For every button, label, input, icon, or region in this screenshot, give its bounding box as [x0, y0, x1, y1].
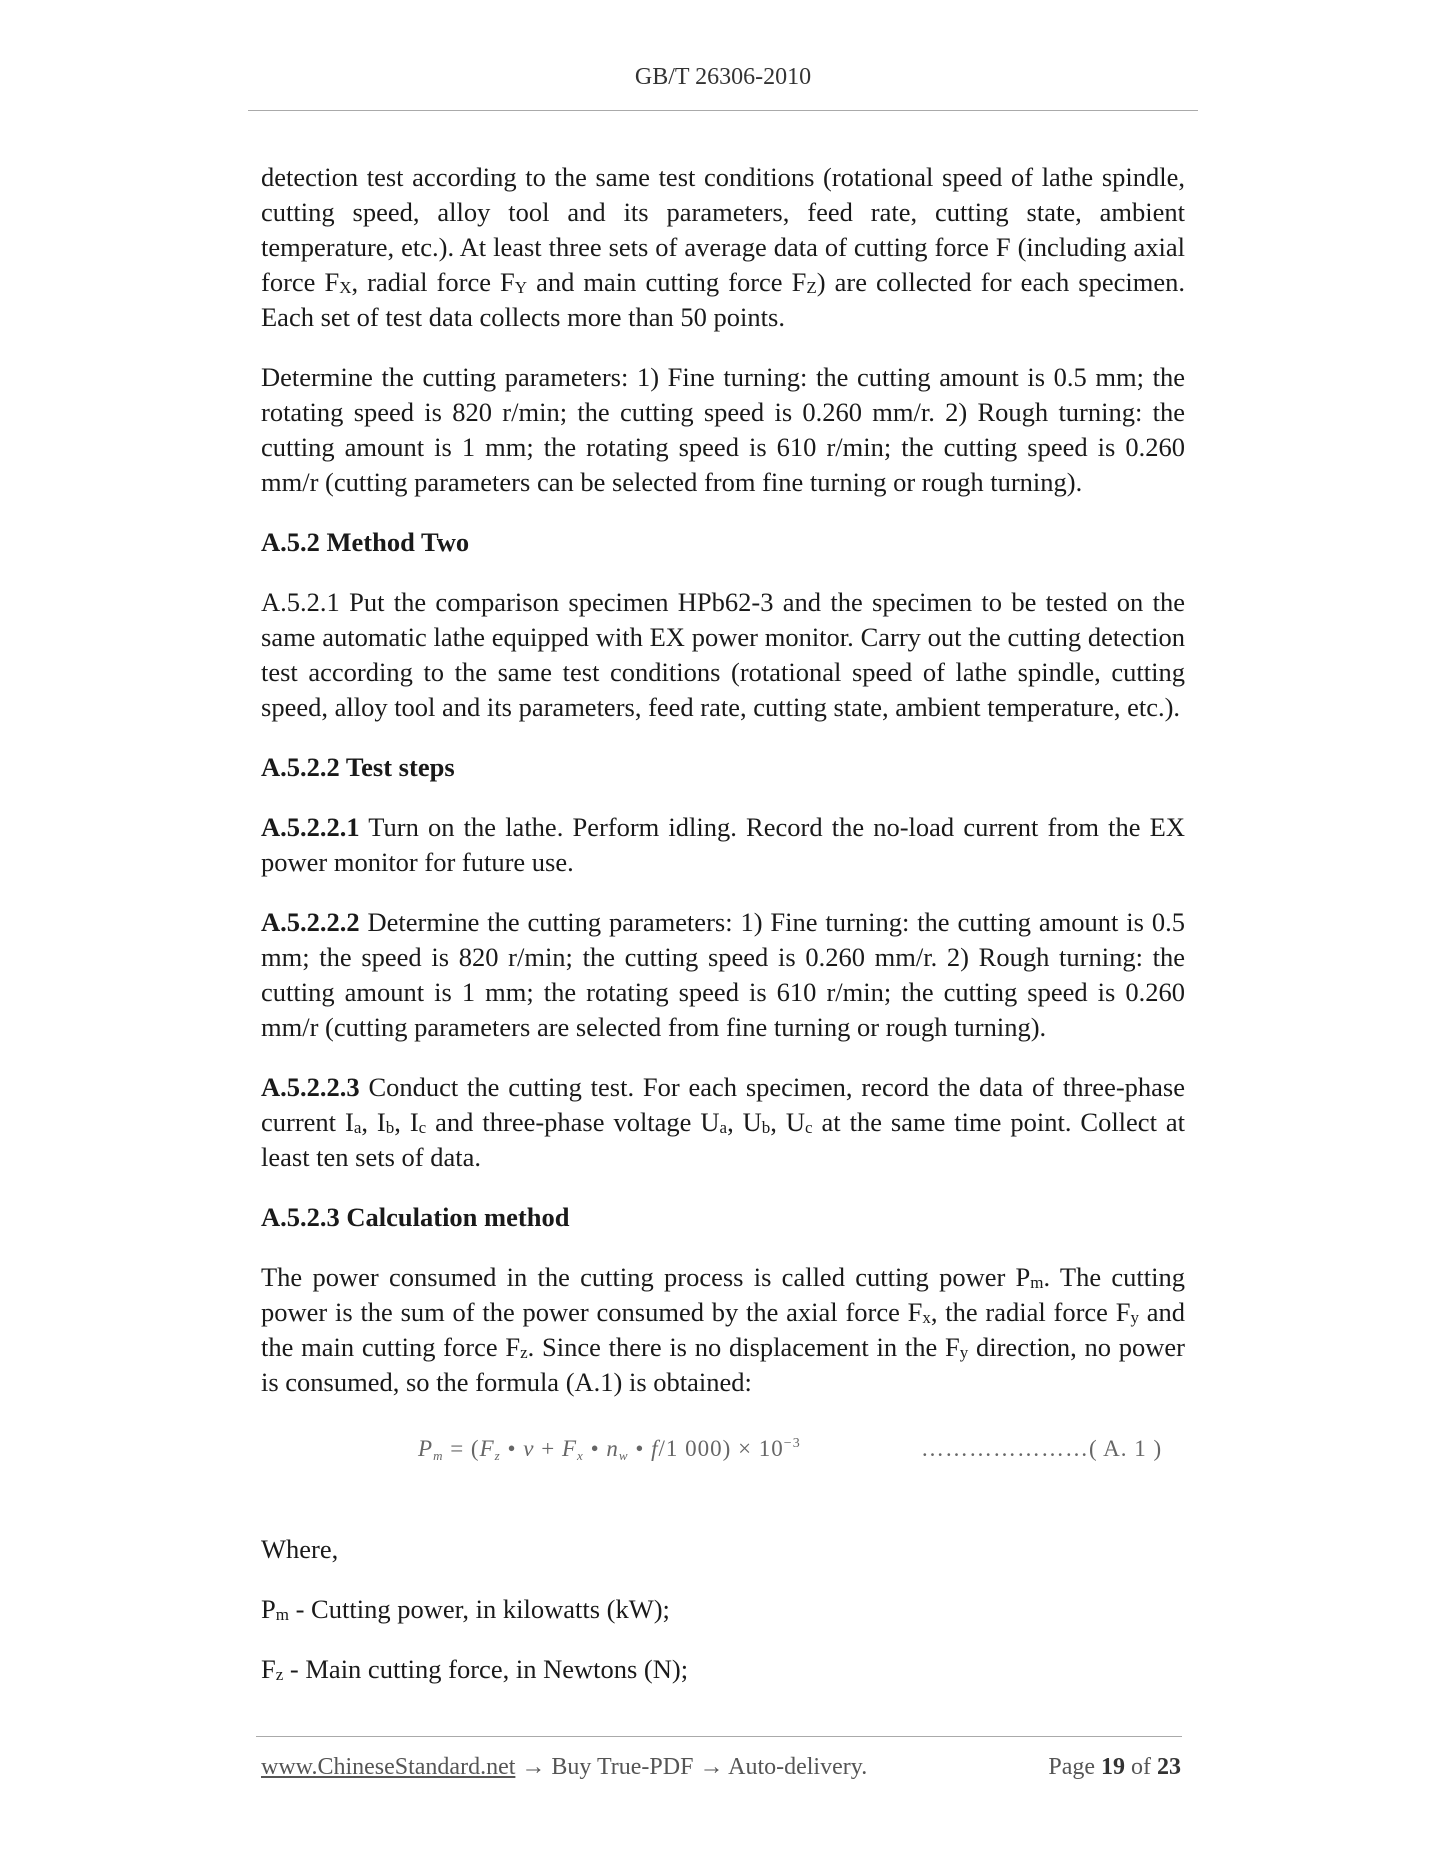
- paragraph-step-3: A.5.2.2.3 Conduct the cutting test. For each specimen, record the data of three-phase current $I_a$, $I_b$, $I_c$ and three-phase voltage $U_a$, $U_b$, $U_c$ at the same time point. Collect at least ten sets of data.: [261, 1072, 1186, 1172]
- chinesestandard-link[interactable]: www.ChineseStandard.net: [261, 1754, 516, 1780]
- paragraph-step-2: A.5.2.2.2 Determine the cutting parameters: 1) Fine turning: the cutting amount is 0.5 mm; the speed is 820 r/min; the cutting speed is 0.260 mm/r. 2) Rough turning: the cutting amount is 1 mm; the rotating speed is 610 r/min; the cutting speed is 0.260 mm/r (cutting parameters are selected from fine turning or rough turning).: [261, 907, 1185, 1042]
- paragraph-cutting-parameters: Determine the cutting parameters: 1) Fine turning: the cutting amount is 0.5 mm; the rotating speed is 820 r/min; the cutting speed is 0.260 mm/r. 2) Rough turning: the cutting amount is 1 mm; the rotating speed is 610 r/min; the cutting speed is 0.260 mm/r (cutting parameters can be selected from fine turning or rough turning).: [261, 362, 1185, 497]
- heading-method-two: A.5.2 Method Two: [261, 527, 470, 557]
- definition-pm: $P_m$ - Cutting power, in kilowatts (kW);: [261, 1594, 670, 1624]
- header-title: GB/T 26306-2010: [634, 64, 812, 90]
- footer: [261, 1754, 1181, 1788]
- step-number: A.5.2.2.2: [261, 907, 360, 937]
- heading-calculation-method: A.5.2.3 Calculation method: [261, 1202, 570, 1232]
- formula-expression: $P_m = (F_z$ • $v + F_x$ • $n_w$ • f/1 $000) \times 10^{-3}$: [418, 1436, 801, 1463]
- step-number: A.5.2.2.3: [261, 1072, 360, 1102]
- formula-a1: [261, 1430, 1185, 1480]
- header-divider: [248, 110, 1198, 111]
- equation-number: …………………( A. 1 ): [921, 1436, 1163, 1461]
- paragraph-step-1: A.5.2.2.1 Turn on the lathe. Perform idling. Record the no-load current from the EX power monitor for future use.: [261, 812, 1185, 877]
- where-label: Where,: [261, 1534, 339, 1564]
- page-total: 23: [1157, 1754, 1181, 1780]
- footer-divider: [256, 1736, 1182, 1737]
- paragraph-cutting-power: The power consumed in the cutting process is called cutting power $P_m$. The cutting power is the sum of the power consumed by the axial force $F_x$, the radial force $F_y$ and the main cutting force $F_z$. Since there is no displacement in the $F_y$ direction, no power is consumed, so the formula (A.1) is obtained:: [261, 1262, 1186, 1397]
- page-number: 19: [1101, 1754, 1125, 1780]
- step-number: A.5.2.2.1: [261, 812, 360, 842]
- paragraph-a5-2-1: A.5.2.1 Put the comparison specimen HPb62-3 and the specimen to be tested on the same automatic lathe equipped with EX power monitor. Carry out the cutting detection test according to the same test conditions (rotational speed of lathe spindle, cutting speed, alloy tool and its parameters, feed rate, cutting state, ambient temperature, etc.).: [261, 587, 1185, 722]
- page-body: [261, 160, 1185, 1687]
- footer-tagline: → Buy True-PDF → Auto-delivery.: [515, 1754, 868, 1780]
- definition-fz: $F_z$ - Main cutting force, in Newtons (N);: [261, 1654, 689, 1684]
- heading-test-steps: A.5.2.2 Test steps: [261, 752, 455, 782]
- page-indicator: Page 19 of 23: [1048, 1754, 1181, 1780]
- paragraph-intro: detection test according to the same test conditions (rotational speed of lathe spindle, cutting speed, alloy tool and its parameters, feed rate, cutting state, ambient temperature, etc.). At least three sets of average data of cutting force F (including axial force $F_X$, radial force $F_Y$ and main cutting force $F_Z$) are collected for each specimen. Each set of test data collects more than 50 points.: [261, 162, 1185, 332]
